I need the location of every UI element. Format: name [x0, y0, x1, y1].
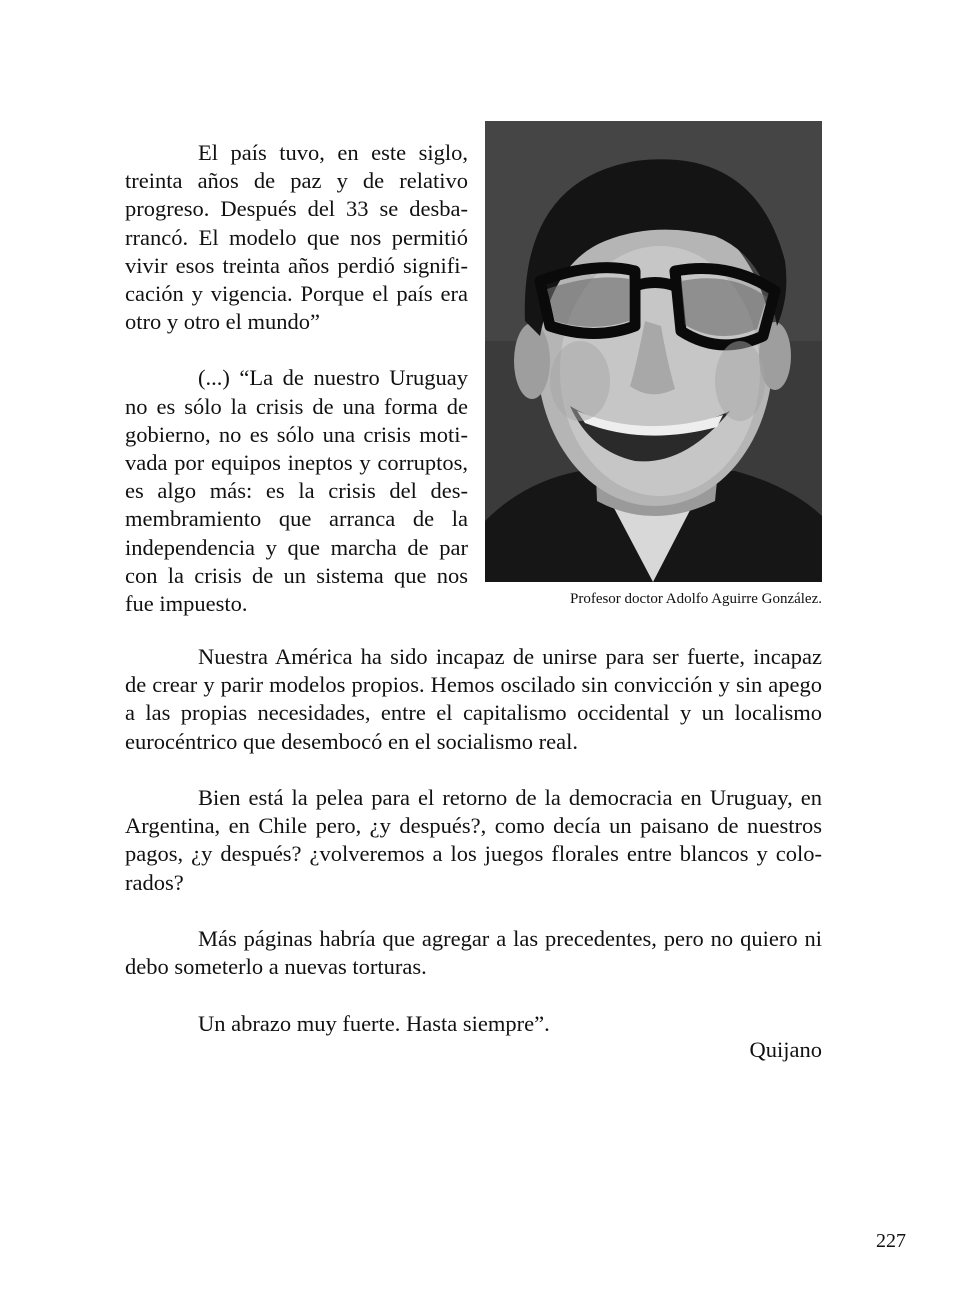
- body-text: [125, 643, 822, 1038]
- page-number: 227: [876, 1230, 906, 1252]
- paragraph: Nuestra América ha sido incapaz de unirse para ser fuerte, incapaz de crear y parir modelos propios. Hemos oscilado sin convicción y sin apego a las propias necesidades, entre el capitalismo occidental y un localismo eurocéntrico que desembocó en el socialismo real.: [125, 644, 822, 754]
- portrait-illustration: [485, 121, 822, 582]
- paragraph: (...) “La de nuestro Uruguay no es sólo la crisis de una forma de gobierno, no es sólo una crisis motivada por equipos ineptos y corruptos, es algo más: es la crisis del desmembramiento que arranca de la independencia y que marcha de par con la crisis de un sistema que nos fue impuesto.: [125, 365, 468, 617]
- paragraph: El país tuvo, en este siglo, treinta años de paz y de relativo progreso. Después del 33 se desbarrancó. El modelo que nos permitió vivir esos treinta años perdió significación y vigencia. Porque el país era otro y otro el mundo”: [125, 140, 468, 335]
- paragraph: Bien está la pelea para el retorno de la democracia en Uruguay, en Argentina, en Chile pero, ¿y después?, como decía un paisano de nuestros pagos, ¿y después? ¿volveremos a los juegos florales entre blancos y colorados?: [125, 785, 822, 895]
- paragraph: Un abrazo muy fuerte. Hasta siempre”.: [198, 1010, 550, 1036]
- left-column-text: [125, 139, 468, 618]
- paragraph: Más páginas habría que agregar a las precedentes, pero no quiero ni debo someterlo a nuevas torturas.: [125, 926, 822, 980]
- photo-caption: Profesor doctor Adolfo Aguirre González.: [569, 591, 822, 607]
- signature: Quijano: [749, 1037, 822, 1062]
- portrait-photo: [485, 121, 822, 582]
